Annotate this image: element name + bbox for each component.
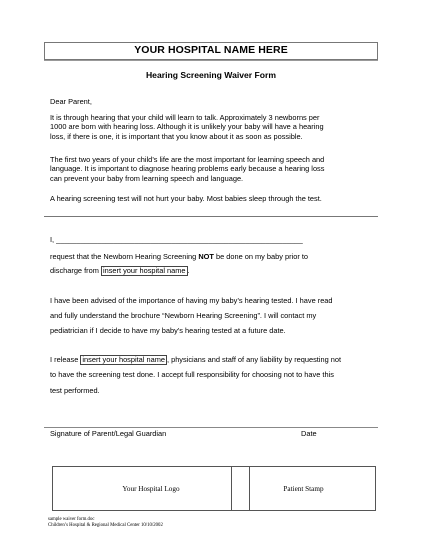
paragraph-test-safety: A hearing screening test will not hurt your baby. Most babies sleep through the test. xyxy=(50,194,322,203)
advised-line-3: pediatrician if I decide to have my baby’s hearing tested at a future date. xyxy=(50,326,286,335)
greeting: Dear Parent, xyxy=(50,97,92,106)
footer xyxy=(48,517,163,529)
advised-line-2: and fully understand the brochure “Newborn Hearing Screening”. I will contact my xyxy=(50,311,317,320)
release-suffix: , physicians and staff of any liability by requesting not xyxy=(166,355,342,364)
request-not-emphasis: NOT xyxy=(198,252,214,261)
discharge-suffix: . xyxy=(187,266,190,275)
release-line-2: to have the screening test done. I accept full responsibility for choosing not to have this xyxy=(50,370,334,379)
advised-line-1: I have been advised of the importance of having my baby’s hearing tested. I have read xyxy=(50,296,333,305)
section-divider xyxy=(44,216,378,217)
patient-stamp-box xyxy=(231,466,376,511)
hospital-name-title: YOUR HOSPITAL NAME HERE xyxy=(134,44,288,56)
date-label: Date xyxy=(301,429,317,438)
hospital-name-header xyxy=(44,42,378,60)
hospital-logo-box xyxy=(52,466,250,511)
release-line-1 xyxy=(50,355,341,365)
discharge-line xyxy=(50,266,190,276)
parent-signature-label: Signature of Parent/Legal Guardian xyxy=(50,429,167,438)
release-hospital-name-field[interactable]: insert your hospital name xyxy=(82,355,165,364)
footer-filename: sample waiver form.doc xyxy=(48,517,95,522)
parent-name-line: I, ____________________________________________________________ xyxy=(50,235,303,244)
hospital-name-field[interactable]: insert your hospital name xyxy=(102,266,186,275)
request-prefix: request that the Newborn Hearing Screening xyxy=(50,252,199,261)
form-title: Hearing Screening Waiver Form xyxy=(145,70,277,80)
patient-stamp-label: Patient Stamp xyxy=(283,484,324,493)
paragraph-hearing-intro: It is through hearing that your child will learn to talk. Approximately 3 newborns per 1000 are born with hearing loss. Although it is unlikely your baby will have a hearing loss, if there is one, it is important that you know about it as soon as possible. xyxy=(50,113,324,141)
release-prefix: I release xyxy=(50,355,81,364)
release-line-3: test performed. xyxy=(50,386,100,395)
hospital-logo-label: Your Hospital Logo xyxy=(122,484,180,493)
request-line xyxy=(50,252,308,261)
discharge-prefix: discharge from xyxy=(50,266,101,275)
footer-organization: Children’s Hospital & Regional Medical Center 10/10/2002 xyxy=(48,523,163,528)
signature-line[interactable] xyxy=(44,427,378,428)
request-suffix: be done on my baby prior to xyxy=(213,252,309,261)
paragraph-first-two-years: The first two years of your child’s life are the most important for learning speech and language. It is important to diagnose hearing problems early because a hearing loss can prevent your baby from learning speech and language. xyxy=(50,155,325,183)
